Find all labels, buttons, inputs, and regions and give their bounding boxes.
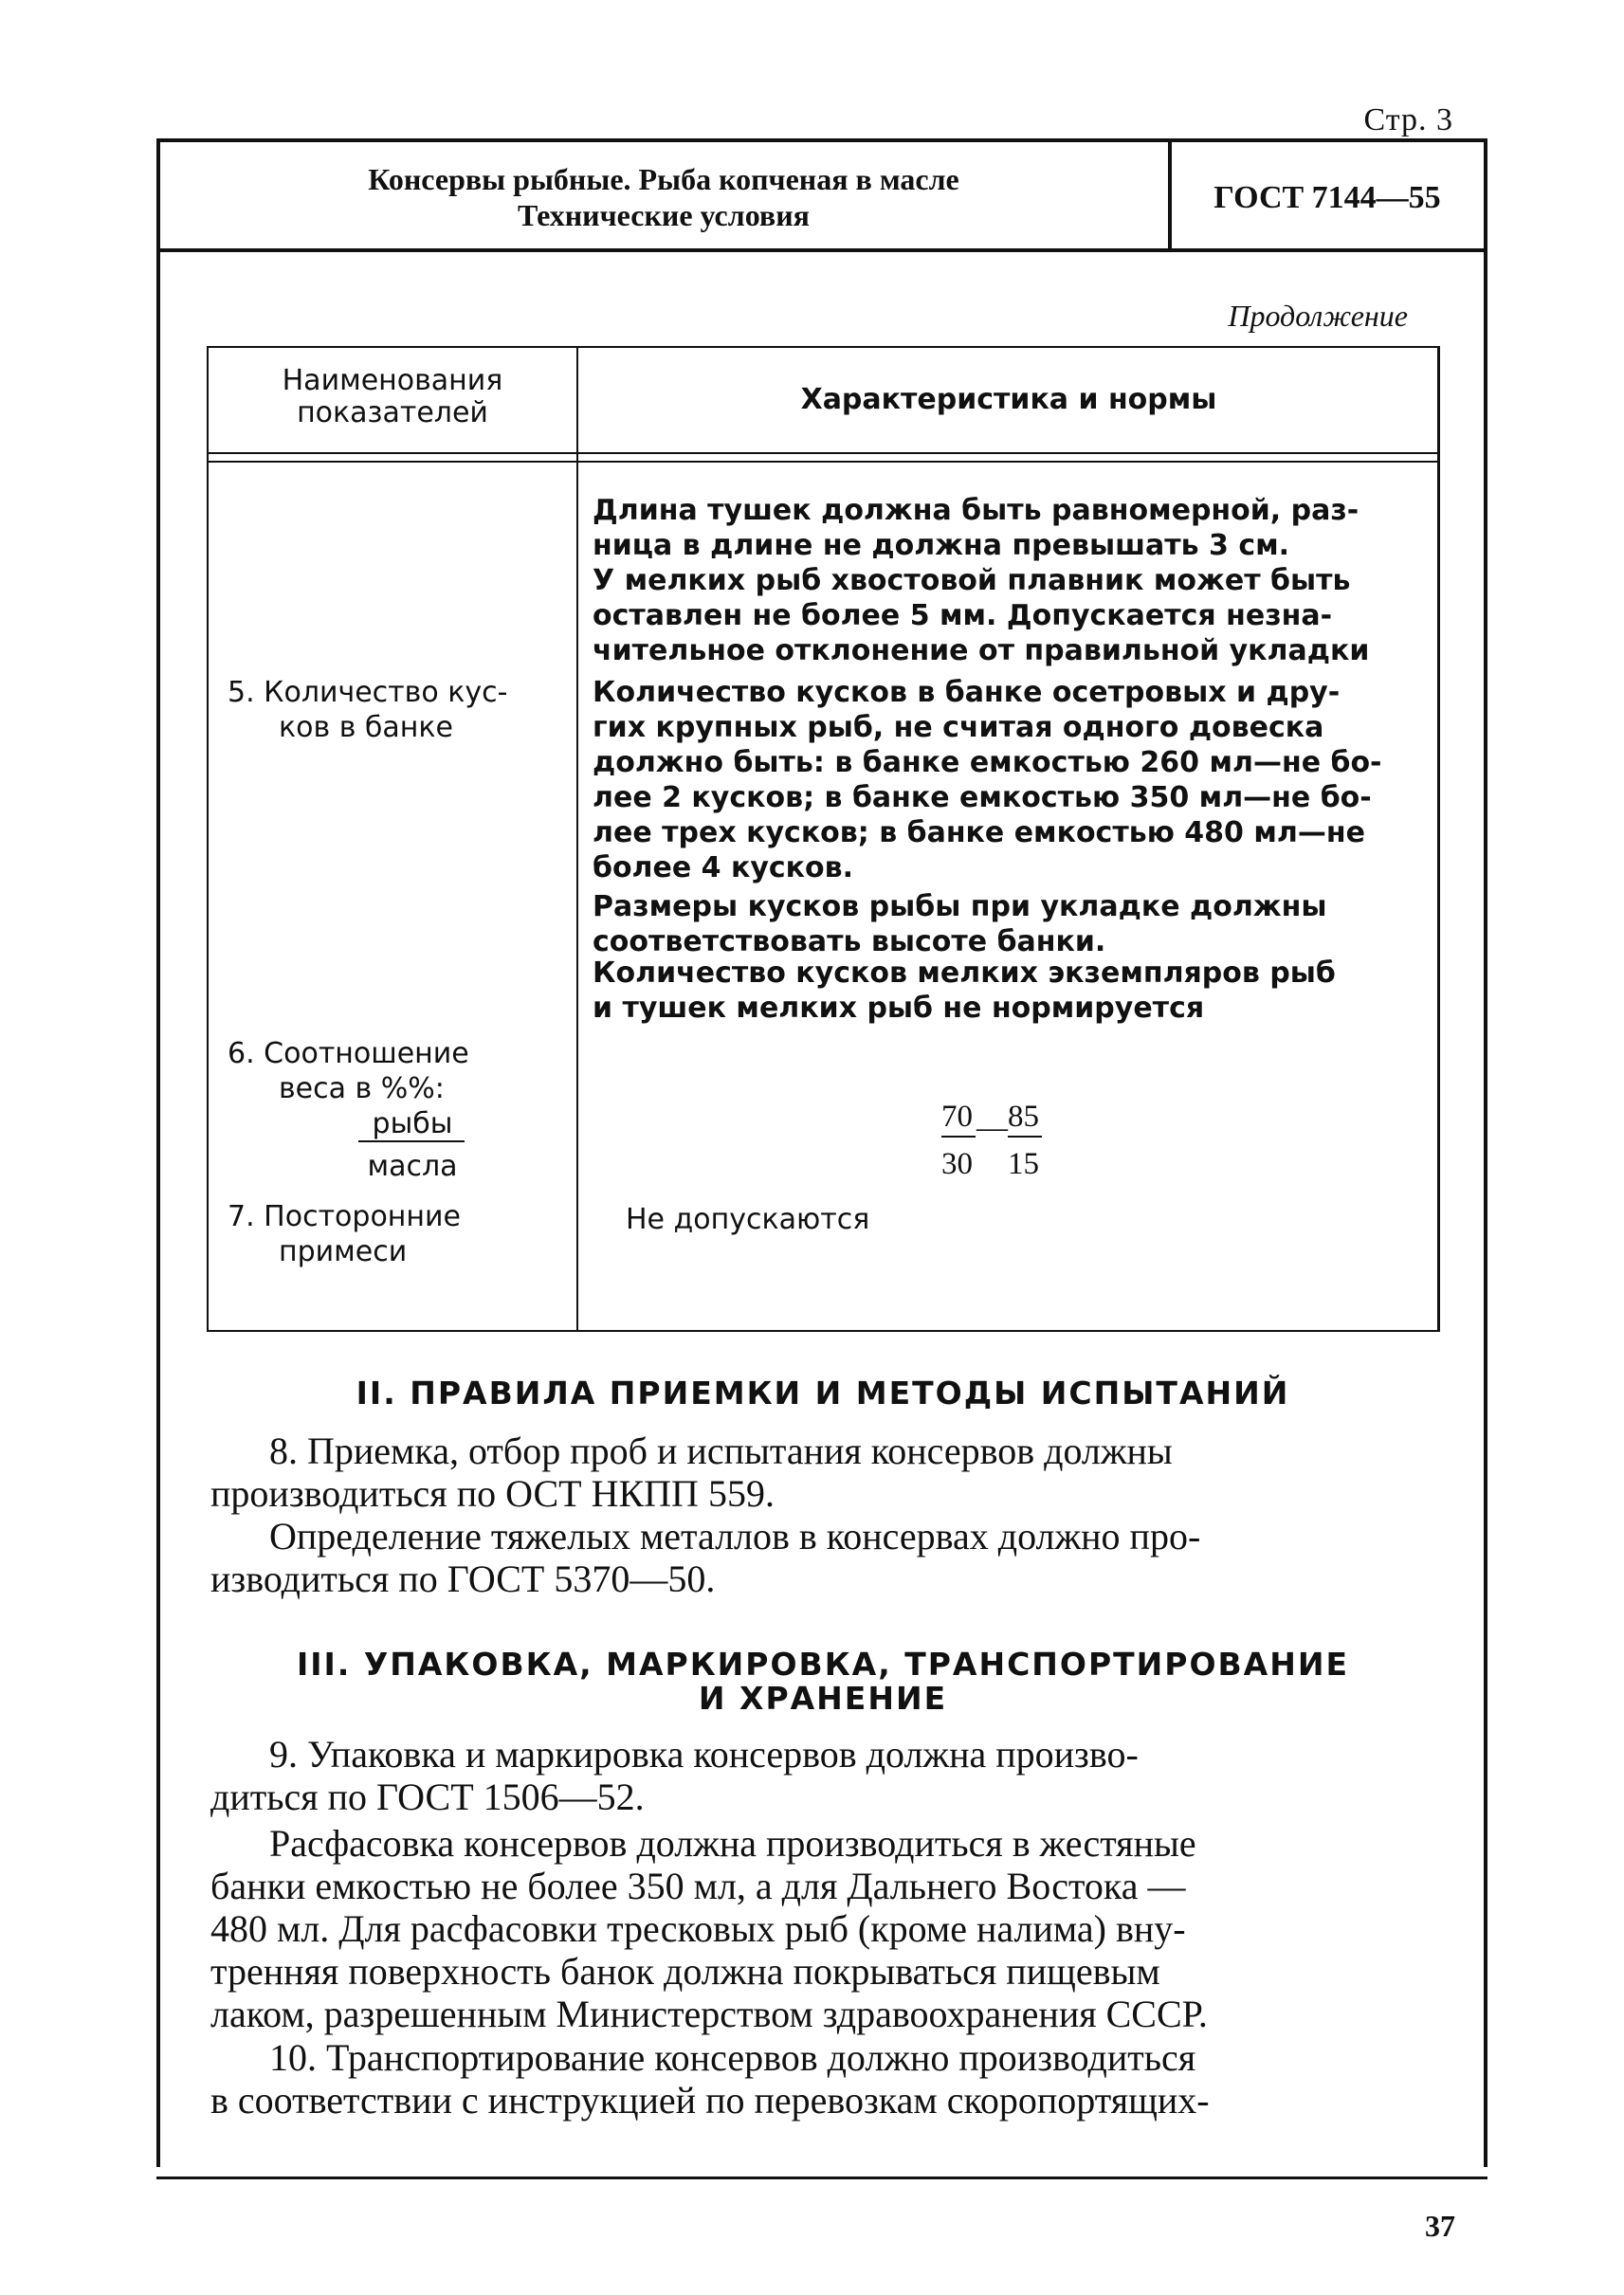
column-header-characteristics: Характеристика и нормы — [800, 383, 1217, 416]
page-number: 37 — [1425, 2209, 1455, 2243]
text-line: оставлен не более 5 мм. Допускается незна- — [593, 599, 1333, 632]
header-bottom-line — [156, 248, 1487, 252]
text-line: 8. Приемка, отбор проб и испытания консервов должны — [269, 1430, 1173, 1472]
row5-text3 — [593, 956, 1417, 1026]
text-line: лаком, разрешенным Министерством здравоохранения СССР. — [210, 1993, 1208, 2035]
row5-label-line2: ков в банке — [279, 711, 453, 744]
ratio-fish-min: 70 — [941, 1100, 973, 1134]
text-line: Длина тушек должна быть равномерной, раз- — [593, 494, 1359, 527]
row6-fish: рыбы — [372, 1107, 453, 1140]
row5-label — [228, 675, 569, 745]
text-line: диться по ГОСТ 1506—52. — [210, 1776, 645, 1818]
table-left-line — [207, 346, 209, 1332]
row7-label-line2: примеси — [279, 1235, 408, 1268]
document-title-line1: Консервы рыбные. Рыба копченая в масле — [368, 162, 959, 196]
text-line: ница в длине не должна превышать 3 см. — [593, 529, 1290, 562]
row6-label-line2: веса в %%: — [279, 1072, 445, 1105]
section3-paragraph1 — [210, 1733, 1439, 1818]
column-header-indicators-line1: Наименования — [282, 364, 503, 397]
section2-paragraph1 — [210, 1430, 1439, 1515]
text-line: Расфасовка консервов должна производиться в жестяные — [269, 1822, 1196, 1865]
text-line: 10. Транспортирование консервов должно производиться — [269, 2036, 1196, 2079]
text-line: банки емкостью не более 350 мл, а для Дальнего Востока — — [210, 1865, 1186, 1907]
header-divider — [1168, 138, 1172, 250]
row6-oil: масла — [367, 1150, 458, 1183]
text-line: и тушек мелких рыб не нормируется — [593, 992, 1205, 1025]
table-right-line — [1437, 346, 1440, 1332]
text-line: Количество кусков в банке осетровых и дру- — [593, 676, 1341, 709]
row7-label — [228, 1199, 569, 1269]
section2-paragraph2 — [210, 1515, 1439, 1600]
text-line: Размеры кусков рыбы при укладке должны — [593, 890, 1327, 923]
section2-heading: II. ПРАВИЛА ПРИЕМКИ И МЕТОДЫ ИСПЫТАНИЙ — [356, 1375, 1290, 1412]
page-label: Стр. 3 — [1363, 102, 1453, 137]
ratio-line-2 — [1008, 1136, 1042, 1138]
table-top-line — [207, 346, 1439, 348]
row5-text — [593, 675, 1417, 885]
ratio-fish-max: 85 — [1008, 1100, 1039, 1134]
document-title-line2: Технические условия — [518, 198, 810, 232]
table-bottom-line — [207, 1330, 1439, 1332]
section3-heading-line2: И ХРАНЕНИЕ — [698, 1680, 948, 1717]
text-line: должно быть: в банке емкостью 260 мл—не бо- — [593, 746, 1382, 779]
carcass-text — [593, 493, 1417, 668]
frame-right-line — [1484, 138, 1487, 2167]
row5-label-line1: 5. Количество кус- — [228, 676, 508, 709]
gost-number: ГОСТ 7144—55 — [1213, 180, 1441, 215]
ratio-dash: — — [976, 1111, 1008, 1145]
row6-fraction-line — [358, 1140, 465, 1142]
text-line: гих крупных рыб, не считая одного довеска — [593, 711, 1324, 744]
section3-paragraph2 — [210, 1822, 1439, 2035]
text-line: в соответствии с инструкцией по перевозкам скоропортящих- — [210, 2079, 1210, 2122]
text-line: Определение тяжелых металлов в консервах должно про- — [269, 1515, 1201, 1557]
ratio-oil-min: 15 — [1008, 1147, 1039, 1181]
text-line: 480 мл. Для расфасовки тресковых рыб (кроме налима) вну- — [210, 1907, 1186, 1950]
section3-heading-line1: III. УПАКОВКА, МАРКИРОВКА, ТРАНСПОРТИРОВАНИЕ — [296, 1646, 1350, 1683]
text-line: Количество кусков мелких экземпляров рыб — [593, 956, 1336, 990]
column-header-indicators-line2: показателей — [297, 396, 488, 429]
footer-line — [156, 2177, 1487, 2179]
ratio-oil-max: 30 — [941, 1147, 973, 1181]
text-line: 9. Упаковка и маркировка консервов должна произво- — [269, 1733, 1139, 1776]
text-line: лее трех кусков; в банке емкостью 480 мл—не — [593, 816, 1365, 849]
table-column-divider — [576, 346, 578, 1332]
text-line: чительное отклонение от правильной укладки — [593, 634, 1370, 667]
row6-label — [228, 1036, 569, 1106]
header-top-line — [156, 138, 1487, 142]
text-line: изводиться по ГОСТ 5370—50. — [210, 1557, 716, 1600]
text-line: У мелких рыб хвостовой плавник может быть — [593, 564, 1351, 597]
text-line: тренняя поверхность банок должна покрываться пищевым — [210, 1950, 1160, 1993]
text-line: производиться по ОСТ НКПП 559. — [210, 1472, 775, 1515]
text-line: лее 2 кусков; в банке емкостью 350 мл—не бо- — [593, 781, 1372, 814]
column-header-indicators — [210, 365, 575, 429]
frame-left-line — [156, 138, 160, 2167]
section3-heading — [207, 1648, 1439, 1716]
table-header-line-2 — [207, 461, 1439, 463]
ratio-line-1 — [941, 1136, 976, 1138]
table-header-line-1 — [207, 452, 1439, 454]
row5-text2 — [593, 889, 1417, 959]
row6-label-line1: 6. Соотношение — [228, 1037, 469, 1070]
row7-text: Не допускаются — [626, 1203, 870, 1236]
text-line: более 4 кусков. — [593, 851, 854, 884]
row7-label-line1: 7. Посторонние — [228, 1200, 461, 1233]
document-title — [166, 161, 1161, 233]
section3-paragraph3 — [210, 2036, 1439, 2122]
text-line: соответствовать высоте банки. — [593, 925, 1106, 958]
continued-label: Продолжение — [1228, 299, 1408, 333]
